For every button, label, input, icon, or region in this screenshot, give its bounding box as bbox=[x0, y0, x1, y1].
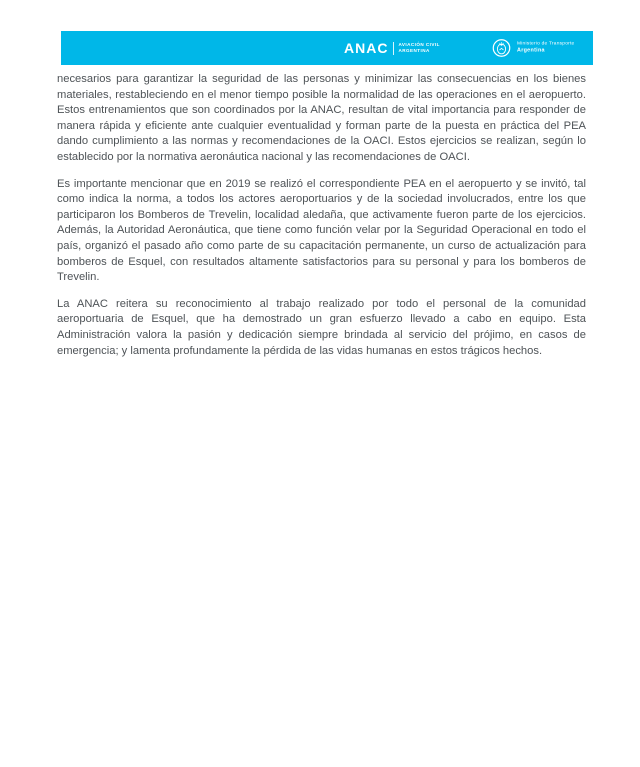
paragraph-2: Es importante mencionar que en 2019 se realizó el correspondiente PEA en el aeropuerto y se invitó, tal como indica la norma, a todos los actores aeroportuarios y de la sociedad involucrados, entre los que participaron los Bomberos de Trevelin, localidad aledaña, que activamente fueron parte de los ejercicios. Además, la Autoridad Aeronáutica, que tiene como función velar por la Seguridad Operacional en todo el país, organizó el pasado año como parte de su capacitación permanente, un curso de actualización para bomberos de Esquel, con resultados altamente satisfactorios para su personal y para los bomberos de Trevelin. bbox=[57, 177, 586, 284]
header-bar bbox=[61, 31, 593, 65]
paragraph-1: necesarios para garantizar la seguridad de las personas y minimizar las consecuencias en los bienes materiales, restableciendo en el menor tiempo posible la normalidad de las operaciones en el aeropuerto. Estos entrenamientos que son coordinados por la ANAC, resultan de vital importancia para responder de manera rápida y eficiente ante cualquier eventualidad y forman parte de la puesta en práctica del PEA dando cumplimiento a las normas y recomendaciones de la OACI. Estos ejercicios se realizan, según lo establecido por la normativa aeronáutica nacional y las recomendaciones de OACI. bbox=[57, 73, 586, 163]
anac-tagline bbox=[398, 42, 439, 53]
anac-wordmark: ANAC bbox=[344, 40, 389, 56]
argentina-coat-of-arms-icon bbox=[492, 39, 511, 58]
ministry-name: Ministerio de Transporte bbox=[517, 41, 575, 47]
ministry-country: Argentina bbox=[517, 47, 545, 54]
paragraph-3: La ANAC reitera su reconocimiento al trabajo realizado por todo el personal de la comunidad aeroportuaria de Esquel, que ha demostrado un gran esfuerzo llevado a cabo en equipo. Esta Administración valora la pasión y dedicación siempre brindada al servicio del prójimo, en casos de emergencia; y lamenta profundamente la pérdida de las vidas humanas en estos trágicos hechos. bbox=[57, 297, 586, 357]
anac-tagline-line2: ARGENTINA bbox=[398, 48, 430, 53]
logo-divider bbox=[393, 42, 394, 55]
ministry-text bbox=[517, 42, 574, 55]
ministry-logo bbox=[492, 39, 574, 58]
anac-logo bbox=[344, 41, 440, 55]
anac-tagline-line1: AVIACIÓN CIVIL bbox=[398, 42, 440, 48]
document-body bbox=[57, 72, 586, 370]
